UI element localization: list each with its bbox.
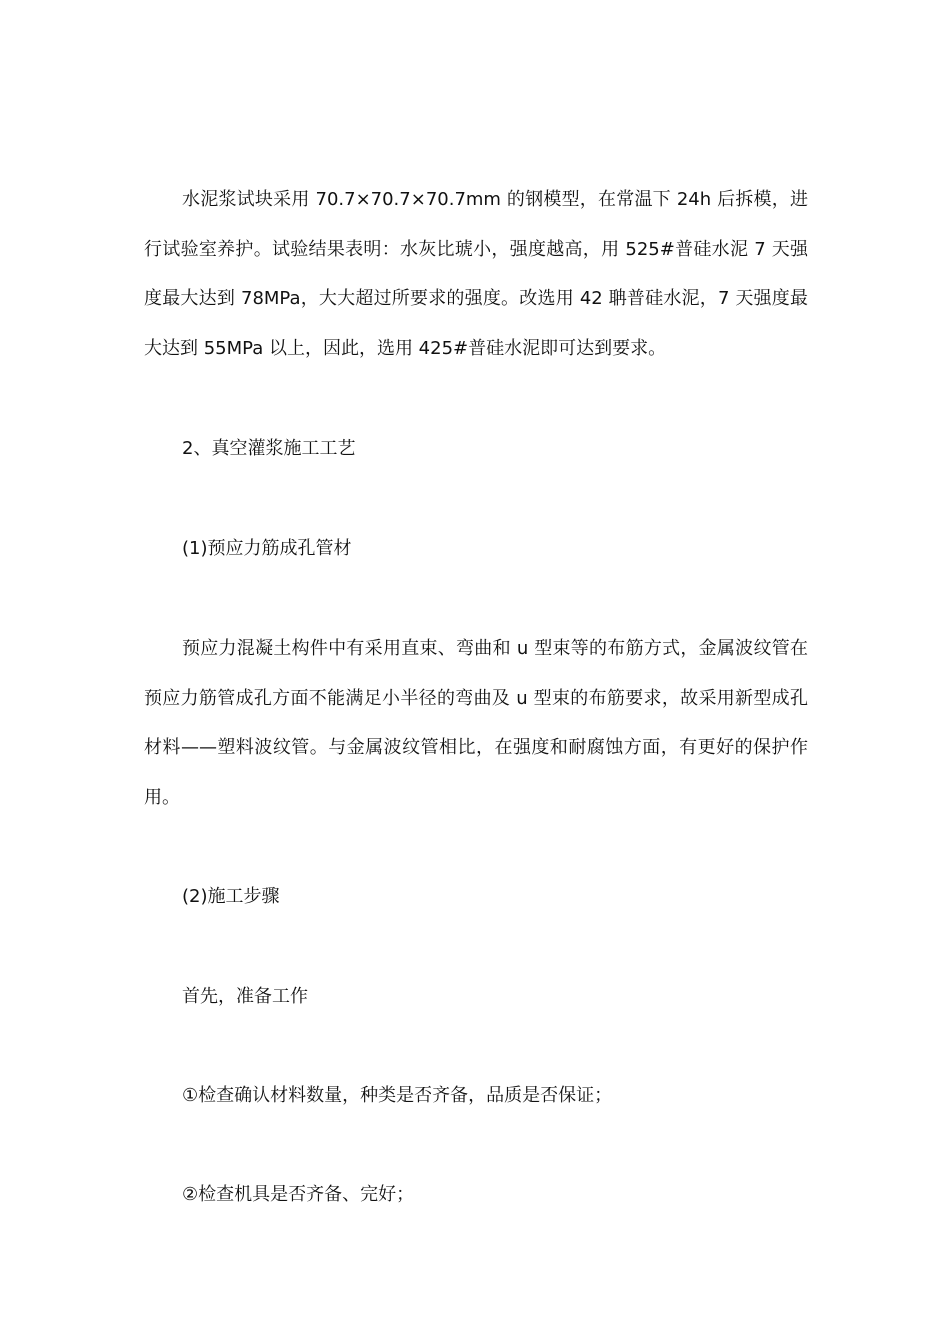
subsection-heading-construction-steps: (2)施工步骤 — [182, 886, 280, 907]
paragraph-preparation: 首先，准备工作 — [182, 986, 308, 1007]
subsection-heading-duct-material: (1)预应力筋成孔管材 — [182, 538, 352, 559]
list-item-check-equipment: ②检查机具是否齐备、完好； — [182, 1184, 415, 1205]
paragraph-cement-test-block: 水泥浆试块采用 70.7×70.7×70.7mm 的钢模型，在常温下 24h 后拆模，进行试验室养护。试验结果表明：水灰比琥小，强度越高，用 525#普硅水泥 7 天强度最大达到 78MPa，大大超过所要求的强度。改选用 42 聃普硅水泥，7 天强度最大达到 55MPa 以上，因此，选用 425#普硅水泥即可达到要求。 — [144, 189, 808, 359]
paragraph-plastic-corrugated-pipe: 预应力混凝土构件中有采用直束、弯曲和 u 型束等的布筋方式，金属波纹管在预应力筋管成孔方面不能满足小半径的弯曲及 u 型束的布筋要求，故采用新型成孔材料——塑料波纹管。与金属波纹管相比，在强度和耐腐蚀方面，有更好的保护作用。 — [144, 638, 808, 808]
section-heading-vacuum-grouting: 2、真空灌浆施工工艺 — [182, 438, 356, 459]
list-item-check-materials: ①检查确认材料数量，种类是否齐备，品质是否保证； — [182, 1085, 613, 1106]
